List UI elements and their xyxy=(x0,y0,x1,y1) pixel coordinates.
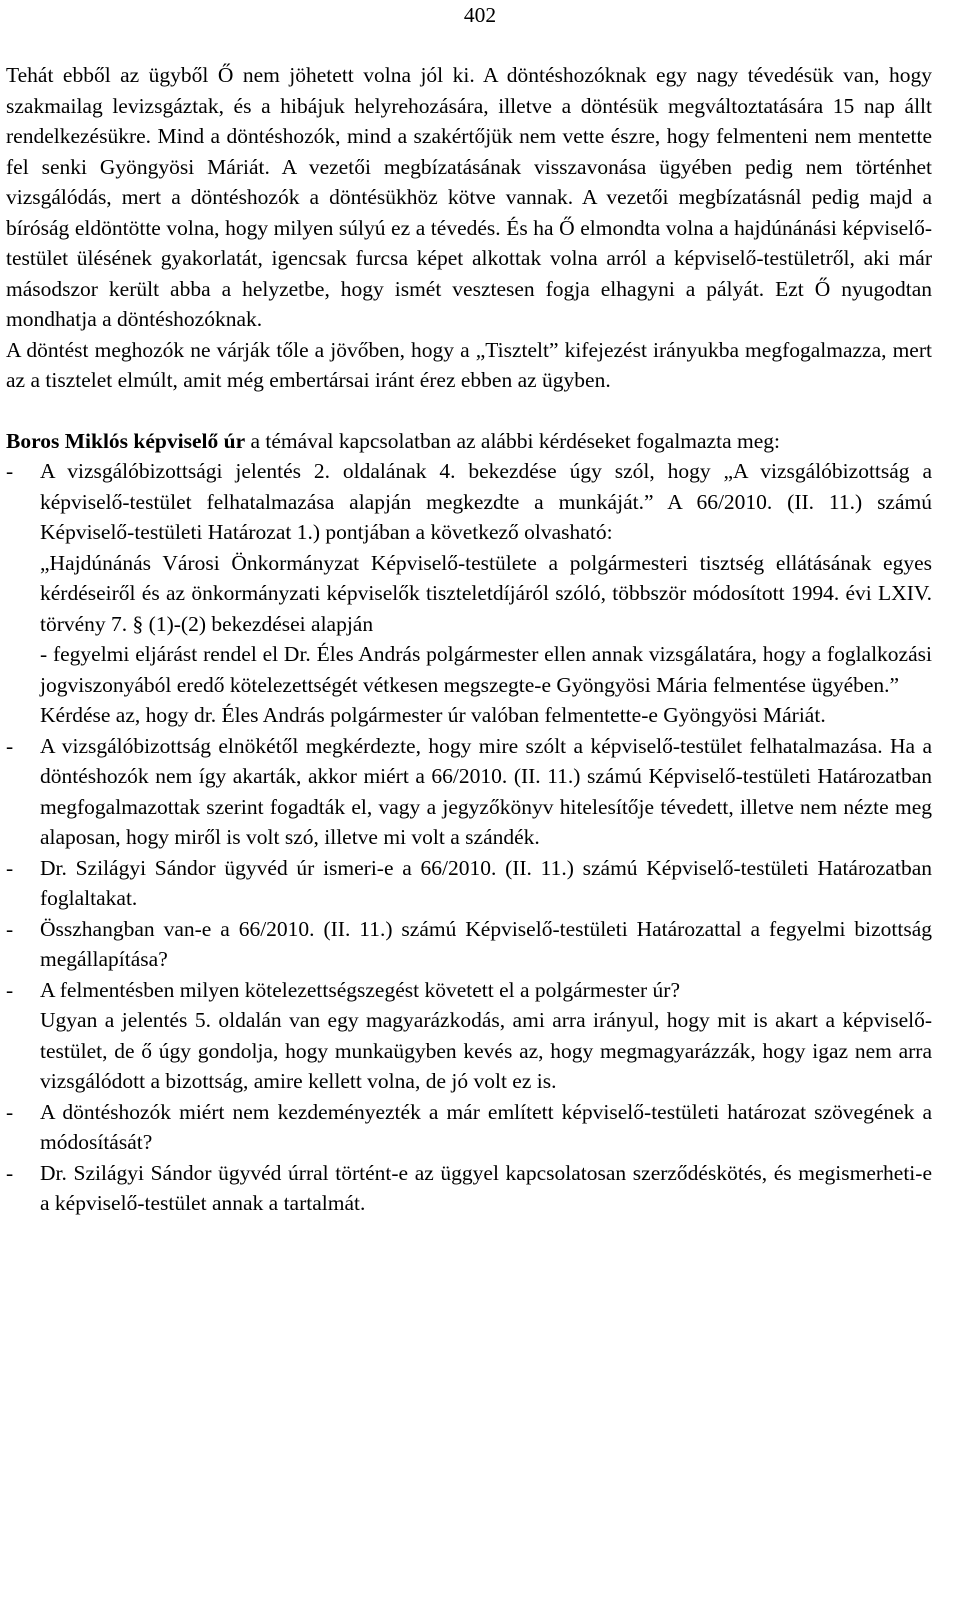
resolution-quote-point: - fegyelmi eljárást rendel el Dr. Éles András polgármester ellen annak vizsgálatára, hogy a foglalkozási jogviszonyából eredő kötelezettségét vétkesen megszegte-e Gyöngyösi Mária felmentése ügyében.” xyxy=(40,642,932,697)
list-dash: - xyxy=(6,1160,14,1185)
document-body xyxy=(6,60,932,1219)
speaker-name: Boros Miklós képviselő úr xyxy=(6,428,246,453)
question-item-5 xyxy=(6,975,932,1097)
question-item-1-question: Kérdése az, hogy dr. Éles András polgármester úr valóban felmentette-e Gyöngyösi Máriát. xyxy=(40,703,826,727)
question-item-3 xyxy=(6,853,932,914)
question-item-3-text: Dr. Szilágyi Sándor ügyvéd úr ismeri-e a 66/2010. (II. 11.) számú Képviselő-testületi Határozatban foglaltakat. xyxy=(40,855,932,910)
question-item-5-note: Ugyan a jelentés 5. oldalán van egy magyarázkodás, ami arra irányul, hogy mit is akart a képviselő-testület, de ő úgy gondolja, hogy munkaügyben kevés az, hogy megmagyarázzák, hogy igaz nem arra vizsgálódott a bizottság, amire kellett volna, de jó volt ez is. xyxy=(40,1008,932,1093)
list-dash: - xyxy=(6,916,14,941)
question-item-2 xyxy=(6,731,932,853)
question-item-4 xyxy=(6,914,932,975)
question-item-2-text: A vizsgálóbizottság elnökétől megkérdezte, hogy mire szólt a képviselő-testület felhatalmazása. Ha a döntéshozók nem így akarták, akkor miért a 66/2010. (II. 11.) számú Képviselő-testületi Határozatban megfogalmazottak szerint fogadták el, vagy a jegyzőkönyv hitelesítője tévedett, illetve nem nézte meg alaposan, hogy miről is volt szó, illetve mi volt a szándék. xyxy=(40,733,932,849)
paragraph-spacer xyxy=(6,396,932,426)
list-dash: - xyxy=(6,733,14,758)
list-dash: - xyxy=(6,977,14,1002)
page-number: 402 xyxy=(463,3,497,27)
question-item-6-text: A döntéshozók miért nem kezdeményezték a már említett képviselő-testületi határozat szövegének a módosítását? xyxy=(40,1099,932,1154)
paragraph-2: A döntést meghozók ne várják tőle a jövőben, hogy a „Tisztelt” kifejezést irányukba megfogalmazza, mert az a tisztelet elmúlt, amit még embertársai iránt érez ebben az ügyben. xyxy=(6,337,932,392)
question-item-6 xyxy=(6,1097,932,1158)
paragraph-3-text: a témával kapcsolatban az alábbi kérdéseket fogalmazta meg: xyxy=(245,428,780,453)
paragraph-1: Tehát ebből az ügyből Ő nem jöhetett volna jól ki. A döntéshozóknak egy nagy tévedésük van, hogy szakmailag levizsgáztak, és a hibájuk helyrehozására, illetve a döntésük megváltoztatására 15 nap állt rendelkezésükre. Mind a döntéshozók, mind a szakértőjük nem vette észre, hogy felmenteni nem mentette fel senki Gyöngyösi Máriát. A vezetői megbízatásának visszavonása ügyében pedig nem történhet vizsgálódás, mert a döntéshozók a döntésükhöz kötve vannak. A vezetői megbízatásnál pedig majd a bíróság eldöntötte volna, hogy milyen súlyú ez a tévedés. És ha Ő elmondta volna a hajdúnánási képviselő-testület ülésének gyakorlatát, igencsak furcsa képet alkottak volna arról a képviselő-testületről, aki már másodszor került abba a helyzetbe, hogy ismét vesztesen fogja elhagyni a pályát. Ezt Ő nyugodtan mondhatja a döntéshozóknak. xyxy=(6,63,932,331)
question-item-7 xyxy=(6,1158,932,1219)
resolution-quote: „Hajdúnánás Városi Önkormányzat Képviselő-testülete a polgármesteri tisztség ellátásának egyes kérdéseiről és az önkormányzati képviselők tiszteletdíjáról szóló, többször módosított 1994. évi LXIV. törvény 7. § (1)-(2) bekezdései alapján xyxy=(40,550,932,636)
question-item-1-text: A vizsgálóbizottsági jelentés 2. oldalának 4. bekezdése úgy szól, hogy „A vizsgálóbizottság a képviselő-testület felhatalmazása alapján megkezdte a munkáját.” A 66/2010. (II. 11.) számú Képviselő-testületi Határozat 1.) pontjában a következő olvasható: xyxy=(40,459,932,544)
list-dash: - xyxy=(6,855,14,880)
question-item-5-text: A felmentésben milyen kötelezettségszegést követett el a polgármester úr? xyxy=(40,977,680,1002)
list-dash: - xyxy=(6,1099,14,1124)
paragraph-3 xyxy=(6,426,932,457)
question-item-4-text: Összhangban van-e a 66/2010. (II. 11.) számú Képviselő-testületi Határozattal a fegyelmi bizottság megállapítása? xyxy=(40,916,932,971)
question-item-7-text: Dr. Szilágyi Sándor ügyvéd úrral történt-e az üggyel kapcsolatosan szerződéskötés, és megismerheti-e a képviselő-testület annak a tartalmát. xyxy=(40,1160,932,1215)
list-dash: - xyxy=(6,459,14,483)
question-item-1 xyxy=(6,456,932,731)
